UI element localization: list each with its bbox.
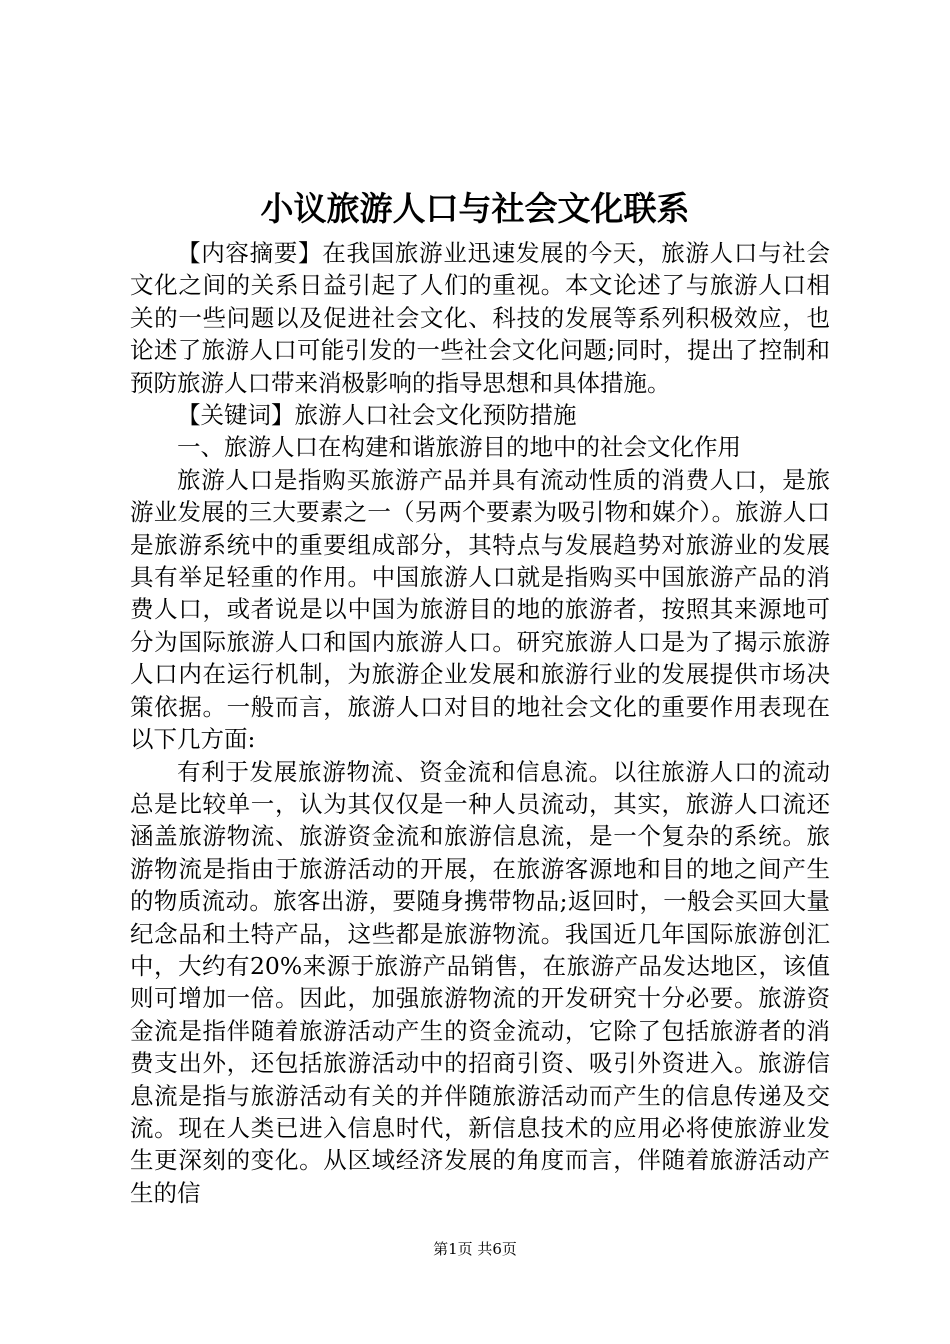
document-body bbox=[130, 237, 830, 1209]
abstract-paragraph: 【内容摘要】在我国旅游业迅速发展的今天，旅游人口与社会文化之间的关系日益引起了人们的重视。本文论述了与旅游人口相关的一些问题以及促进社会文化、科技的发展等系列积极效应，也论述了旅游人口可能引发的一些社会文化问题;同时，提出了控制和预防旅游人口带来消极影响的指导思想和具体措施。 bbox=[130, 239, 830, 397]
keywords-paragraph: 【关键词】旅游人口社会文化预防措施 bbox=[177, 401, 577, 430]
page-number: 第1页 共6页 bbox=[433, 1240, 517, 1258]
body-paragraph: 有利于发展旅游物流、资金流和信息流。以往旅游人口的流动总是比较单一，认为其仅仅是一种人员流动，其实，旅游人口流还涵盖旅游物流、旅游资金流和旅游信息流，是一个复杂的系统。旅游物流是指由于旅游活动的开展，在旅游客源地和目的地之间产生的物质流动。旅客出游，要随身携带物品;返回时，一般会买回大量纪念品和土特产品，这些都是旅游物流。我国近几年国际旅游创汇中，大约有20%来源于旅游产品销售，在旅游产品发达地区，该值则可增加一倍。因此，加强旅游物流的开发研究十分必要。旅游资金流是指伴随着旅游活动产生的资金流动，它除了包括旅游者的消费支出外，还包括旅游活动中的招商引资、吸引外资进入。旅游信息流是指与旅游活动有关的并伴随旅游活动而产生的信息传递及交流。现在人类已进入信息时代，新信息技术的应用必将使旅游业发生更深刻的变化。从区域经济发展的角度而言，伴随着旅游活动产生的信 bbox=[130, 757, 830, 1207]
document-title: 小议旅游人口与社会文化联系 bbox=[260, 189, 690, 228]
section-heading: 一、旅游人口在构建和谐旅游目的地中的社会文化作用 bbox=[177, 433, 741, 462]
body-paragraph: 旅游人口是指购买旅游产品并具有流动性质的消费人口，是旅游业发展的三大要素之一（另两个要素为吸引物和媒介）。旅游人口是旅游系统中的重要组成部分，其特点与发展趋势对旅游业的发展具有举足轻重的作用。中国旅游人口就是指购买中国旅游产品的消费人口，或者说是以中国为旅游目的地的旅游者，按照其来源地可分为国际旅游人口和国内旅游人口。研究旅游人口是为了揭示旅游人口内在运行机制，为旅游企业发展和旅游行业的发展提供市场决策依据。一般而言，旅游人口对目的地社会文化的重要作用表现在以下几方面: bbox=[130, 465, 830, 754]
